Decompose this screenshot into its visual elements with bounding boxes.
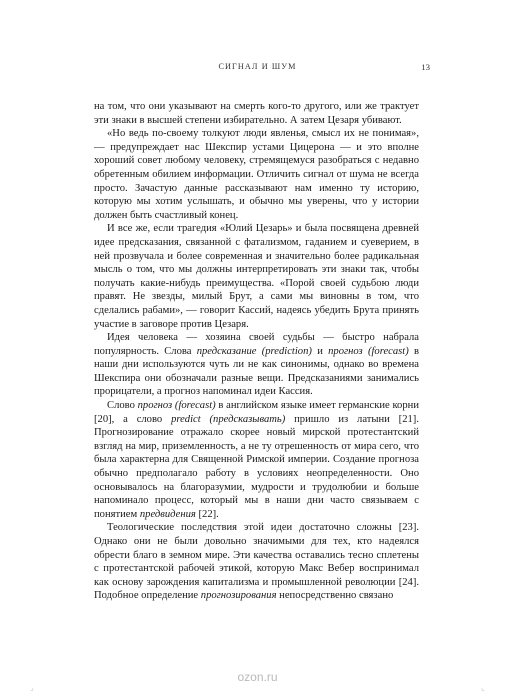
text-run: Слово [107, 400, 138, 412]
italic-term: предсказание (prediction) [196, 345, 312, 357]
italic-term: предвидения [139, 508, 196, 520]
italic-term: прогнозирования [200, 590, 277, 602]
italic-term: прогноз (forecast) [328, 345, 409, 357]
text-run: и [311, 345, 329, 357]
paragraph [94, 399, 419, 521]
page-header [0, 62, 515, 76]
text-run: Теологические последствия этой идеи достаточно сложны [23]. Однако они не были довольно значимыми для тех, кто надеялся обрести благо в земном мире. Эти качества оставались тесно сплетены с протестантской рабочей этикой, которую Макс Вебер воспринимал как основу зарождения капитализма и промышленной революции [24]. Подобное определение [94, 522, 419, 602]
text-run: «Но ведь по-своему толкуют люди явленья, смысл их не понимая», — предупреждает нас Шекспир устами Цицерона — и это вполне хороший совет любому человеку, стремящемуся разобраться с недавно обретенным обилием информации. Отличить сигнал от шума не всегда просто. Зачастую данные рассказывают нам именно ту историю, которую мы хотим услышать, и обычно мы уверены, что у истории должен быть счастливый конец. [94, 128, 419, 221]
text-run: Идея человека — хозяина своей судьбы — быстро набрала популярность. Слова [94, 332, 419, 357]
crop-mark-right: ⌞ [481, 683, 485, 692]
text-run: в наши дни используются чуть ли не как синонимы, однако во времена Шекспира они обозначали разные вещи. Предсказаниями занимались прорицатели, а прогноз напоминал идеи Кассия. [94, 345, 420, 398]
paragraph [94, 127, 419, 222]
crop-mark-left: ⌟ [30, 683, 34, 692]
paragraph [94, 521, 419, 603]
paragraph [94, 222, 419, 331]
italic-term: predict (предсказывать) [171, 413, 286, 425]
italic-term: прогноз (forecast) [137, 400, 216, 412]
text-run: [22]. [195, 508, 219, 520]
page-number: 13 [421, 62, 430, 72]
text-run: И все же, если трагедия «Юлий Цезарь» и была посвящена древней идее предсказания, связанной с фатализмом, гаданием и суеверием, в ней прозвучала и более современная и значительно более радикальная мысль о том, что мы должны интерпретировать эти знаки так, чтобы получать какие-нибудь преимущества. «Порой своей судьбою люди правят. Не звезды, милый Брут, а сами мы виновны в том, что сделались рабами», — говорит Кассий, надеясь убедить Брута принять участие в заговоре против Цезаря. [94, 223, 419, 330]
paragraph [94, 100, 419, 127]
body-text [94, 100, 419, 603]
text-run: непосредственно связано [276, 590, 394, 602]
text-run: на том, что они указывают на смерть кого-то другого, или же трактует эти знаки в высшей степени избирательно. А затем Цезаря убивают. [94, 101, 419, 126]
text-run: в английском языке имеет германские корни [20], а слово [94, 400, 419, 425]
text-run: пришло из латыни [21]. Прогнозирование отражало скорее новый мирской протестантский взгляд на мир, приземленность, а не ту отрешенность от мира сего, что была характерна для Священной Римской империи. Создание прогноза обычно предполагало работу в условиях неопределенности. Оно основывалось на благоразумии, мудрости и трудолюбии и больше напоминало процесс, который мы в наши дни часто связываем с понятием [94, 413, 419, 520]
paragraph [94, 331, 419, 399]
watermark: ozon.ru [237, 670, 278, 684]
running-title: СИГНАЛ И ШУМ [218, 62, 297, 71]
